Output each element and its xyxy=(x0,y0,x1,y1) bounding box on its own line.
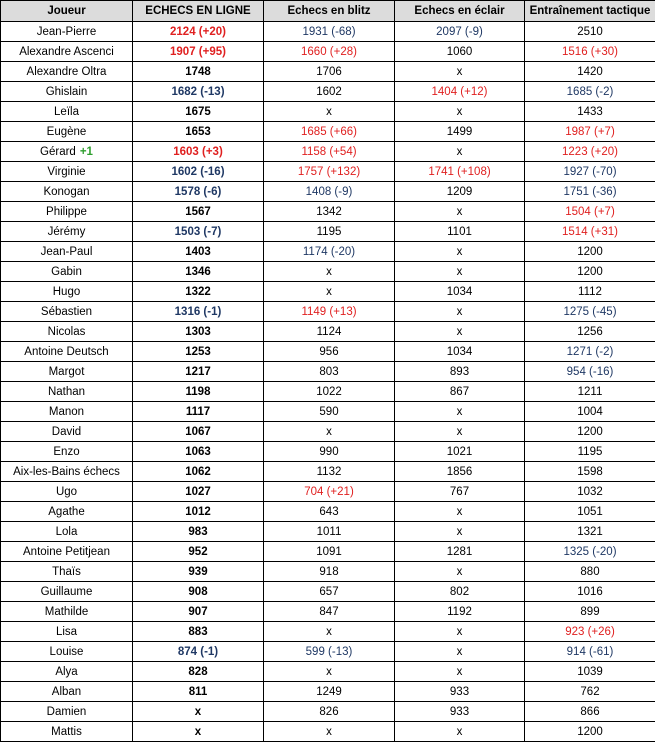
player-name-cell xyxy=(1,242,133,262)
table-body xyxy=(1,22,655,742)
bullet-rating-cell: x xyxy=(395,722,525,742)
player-name-cell xyxy=(1,42,133,62)
table-row xyxy=(1,342,655,362)
player-name-cell xyxy=(1,22,133,42)
bullet-rating-cell: 933 xyxy=(395,682,525,702)
online-rating-cell: 1067 xyxy=(133,422,264,442)
tactics-rating-cell: 1016 xyxy=(525,582,655,602)
online-rating-cell: 874 (-1) xyxy=(133,642,264,662)
blitz-rating-cell: 1249 xyxy=(264,682,395,702)
bullet-rating-cell: x xyxy=(395,62,525,82)
tactics-rating-cell: 1200 xyxy=(525,722,655,742)
blitz-rating-cell: 956 xyxy=(264,342,395,362)
blitz-rating-cell: x xyxy=(264,722,395,742)
player-name: Mattis xyxy=(51,726,82,738)
tactics-rating-cell: 1200 xyxy=(525,242,655,262)
player-name-cell xyxy=(1,562,133,582)
blitz-rating-cell: 1342 xyxy=(264,202,395,222)
player-name: Agathe xyxy=(48,506,84,518)
blitz-rating-cell: 657 xyxy=(264,582,395,602)
table-row xyxy=(1,242,655,262)
player-name-cell xyxy=(1,462,133,482)
blitz-rating-cell: 643 xyxy=(264,502,395,522)
table-row xyxy=(1,442,655,462)
player-name: Guillaume xyxy=(41,586,93,598)
blitz-rating-cell: 803 xyxy=(264,362,395,382)
table-row xyxy=(1,22,655,42)
table-row xyxy=(1,582,655,602)
player-name: Manon xyxy=(49,406,84,418)
player-name: Alya xyxy=(55,666,77,678)
online-rating-cell: 883 xyxy=(133,622,264,642)
column-header-online-chess: ECHECS EN LIGNE xyxy=(133,1,264,22)
tactics-rating-cell: 1004 xyxy=(525,402,655,422)
player-name: Eugène xyxy=(47,126,87,138)
player-name: Lola xyxy=(56,526,78,538)
bullet-rating-cell: x xyxy=(395,202,525,222)
tactics-rating-cell: 2510 xyxy=(525,22,655,42)
table-row xyxy=(1,662,655,682)
blitz-rating-cell: 704 (+21) xyxy=(264,482,395,502)
online-rating-cell: 1062 xyxy=(133,462,264,482)
table-row xyxy=(1,322,655,342)
bullet-rating-cell: x xyxy=(395,102,525,122)
online-rating-cell: 1217 xyxy=(133,362,264,382)
player-name: Philippe xyxy=(46,206,87,218)
online-rating-cell: 1198 xyxy=(133,382,264,402)
tactics-rating-cell: 866 xyxy=(525,702,655,722)
bullet-rating-cell: x xyxy=(395,262,525,282)
player-name: Lisa xyxy=(56,626,77,638)
tactics-rating-cell: 1256 xyxy=(525,322,655,342)
blitz-rating-cell: 1706 xyxy=(264,62,395,82)
bullet-rating-cell: 1060 xyxy=(395,42,525,62)
blitz-rating-cell: 1408 (-9) xyxy=(264,182,395,202)
blitz-rating-cell: x xyxy=(264,262,395,282)
blitz-rating-cell: 1149 (+13) xyxy=(264,302,395,322)
tactics-rating-cell: 1514 (+31) xyxy=(525,222,655,242)
table-row xyxy=(1,622,655,642)
table-row xyxy=(1,142,655,162)
blitz-rating-cell: x xyxy=(264,102,395,122)
player-name-cell xyxy=(1,682,133,702)
blitz-rating-cell: 1195 xyxy=(264,222,395,242)
blitz-rating-cell: 1174 (-20) xyxy=(264,242,395,262)
table-row xyxy=(1,562,655,582)
tactics-rating-cell: 1420 xyxy=(525,62,655,82)
bullet-rating-cell: x xyxy=(395,402,525,422)
player-name: Alban xyxy=(52,686,81,698)
table-row xyxy=(1,122,655,142)
blitz-rating-cell: 918 xyxy=(264,562,395,582)
bullet-rating-cell: x xyxy=(395,302,525,322)
tactics-rating-cell: 1751 (-36) xyxy=(525,182,655,202)
online-rating-cell: 939 xyxy=(133,562,264,582)
player-name-cell xyxy=(1,182,133,202)
table-row xyxy=(1,702,655,722)
online-rating-cell: 983 xyxy=(133,522,264,542)
player-name-cell xyxy=(1,262,133,282)
online-rating-cell: 952 xyxy=(133,542,264,562)
player-name-cell xyxy=(1,642,133,662)
online-rating-cell: 828 xyxy=(133,662,264,682)
bullet-rating-cell: 1034 xyxy=(395,282,525,302)
player-name-cell xyxy=(1,482,133,502)
tactics-rating-cell: 1200 xyxy=(525,262,655,282)
online-rating-cell: 1603 (+3) xyxy=(133,142,264,162)
online-rating-cell: 1748 xyxy=(133,62,264,82)
online-rating-cell: 1322 xyxy=(133,282,264,302)
blitz-rating-cell: 590 xyxy=(264,402,395,422)
tactics-rating-cell: 1685 (-2) xyxy=(525,82,655,102)
player-name: Jérémy xyxy=(48,226,86,238)
table-row xyxy=(1,202,655,222)
online-rating-cell: 908 xyxy=(133,582,264,602)
player-name-cell xyxy=(1,342,133,362)
tactics-rating-cell: 1200 xyxy=(525,422,655,442)
table-row xyxy=(1,362,655,382)
player-name: Louise xyxy=(50,646,84,658)
bullet-rating-cell: x xyxy=(395,622,525,642)
table-row xyxy=(1,462,655,482)
tactics-rating-cell: 1195 xyxy=(525,442,655,462)
player-name-cell xyxy=(1,142,133,162)
table-row xyxy=(1,382,655,402)
table-row xyxy=(1,262,655,282)
online-rating-cell: 1578 (-6) xyxy=(133,182,264,202)
bullet-rating-cell: 933 xyxy=(395,702,525,722)
online-rating-cell: 2124 (+20) xyxy=(133,22,264,42)
header-row xyxy=(1,1,655,22)
blitz-rating-cell: 1132 xyxy=(264,462,395,482)
player-name: Damien xyxy=(47,706,87,718)
bullet-rating-cell: x xyxy=(395,522,525,542)
online-rating-cell: 1653 xyxy=(133,122,264,142)
player-name: Jean-Paul xyxy=(41,246,93,258)
player-name: Antoine Deutsch xyxy=(24,346,108,358)
bullet-rating-cell: 1192 xyxy=(395,602,525,622)
player-name-cell xyxy=(1,302,133,322)
online-rating-cell: x xyxy=(133,702,264,722)
bullet-rating-cell: 2097 (-9) xyxy=(395,22,525,42)
tactics-rating-cell: 1516 (+30) xyxy=(525,42,655,62)
tactics-rating-cell: 1598 xyxy=(525,462,655,482)
table-row xyxy=(1,222,655,242)
tactics-rating-cell: 880 xyxy=(525,562,655,582)
bullet-rating-cell: x xyxy=(395,422,525,442)
player-name-cell xyxy=(1,622,133,642)
blitz-rating-cell: 1158 (+54) xyxy=(264,142,395,162)
player-name-cell xyxy=(1,322,133,342)
player-name: Gabin xyxy=(51,266,82,278)
player-name-cell xyxy=(1,702,133,722)
player-name: Alexandre Oltra xyxy=(27,66,107,78)
player-name-cell xyxy=(1,122,133,142)
online-rating-cell: 1567 xyxy=(133,202,264,222)
table-row xyxy=(1,42,655,62)
bullet-rating-cell: 1101 xyxy=(395,222,525,242)
bullet-rating-cell: 1856 xyxy=(395,462,525,482)
table-row xyxy=(1,502,655,522)
progress-badge: +1 xyxy=(80,146,93,158)
player-name: Thaïs xyxy=(52,566,81,578)
player-name: Ugo xyxy=(56,486,77,498)
tactics-rating-cell: 1223 (+20) xyxy=(525,142,655,162)
online-rating-cell: 1346 xyxy=(133,262,264,282)
player-name: Konogan xyxy=(43,186,89,198)
bullet-rating-cell: 1209 xyxy=(395,182,525,202)
table-row xyxy=(1,302,655,322)
bullet-rating-cell: x xyxy=(395,662,525,682)
player-name-cell xyxy=(1,382,133,402)
player-name-cell xyxy=(1,442,133,462)
tactics-rating-cell: 914 (-61) xyxy=(525,642,655,662)
blitz-rating-cell: 599 (-13) xyxy=(264,642,395,662)
player-name-cell xyxy=(1,362,133,382)
bullet-rating-cell: x xyxy=(395,562,525,582)
bullet-rating-cell: 767 xyxy=(395,482,525,502)
bullet-rating-cell: x xyxy=(395,642,525,662)
blitz-rating-cell: x xyxy=(264,282,395,302)
player-name-cell xyxy=(1,102,133,122)
player-name: Leïla xyxy=(54,106,79,118)
tactics-rating-cell: 1275 (-45) xyxy=(525,302,655,322)
online-rating-cell: 1403 xyxy=(133,242,264,262)
bullet-rating-cell: x xyxy=(395,502,525,522)
online-rating-cell: 1503 (-7) xyxy=(133,222,264,242)
table-row xyxy=(1,62,655,82)
column-header-tactics: Entraînement tactique xyxy=(525,1,655,22)
table-row xyxy=(1,542,655,562)
player-name: Virginie xyxy=(47,166,85,178)
online-rating-cell: 1907 (+95) xyxy=(133,42,264,62)
blitz-rating-cell: 826 xyxy=(264,702,395,722)
blitz-rating-cell: x xyxy=(264,422,395,442)
table-row xyxy=(1,402,655,422)
player-name: Antoine Petitjean xyxy=(23,546,110,558)
tactics-rating-cell: 1112 xyxy=(525,282,655,302)
blitz-rating-cell: 1757 (+132) xyxy=(264,162,395,182)
table-row xyxy=(1,282,655,302)
online-rating-cell: 1012 xyxy=(133,502,264,522)
blitz-rating-cell: 990 xyxy=(264,442,395,462)
column-header-blitz: Echecs en blitz xyxy=(264,1,395,22)
table-row xyxy=(1,482,655,502)
bullet-rating-cell: 1404 (+12) xyxy=(395,82,525,102)
tactics-rating-cell: 1211 xyxy=(525,382,655,402)
player-name-cell xyxy=(1,422,133,442)
player-name-cell xyxy=(1,62,133,82)
column-header-player: Joueur xyxy=(1,1,133,22)
table-row xyxy=(1,682,655,702)
bullet-rating-cell: 1741 (+108) xyxy=(395,162,525,182)
player-name: Aix-les-Bains échecs xyxy=(13,466,120,478)
bullet-rating-cell: x xyxy=(395,142,525,162)
player-name-cell xyxy=(1,162,133,182)
player-name: Hugo xyxy=(53,286,81,298)
bullet-rating-cell: 1499 xyxy=(395,122,525,142)
player-name-cell xyxy=(1,602,133,622)
blitz-rating-cell: 1685 (+66) xyxy=(264,122,395,142)
table-row xyxy=(1,602,655,622)
table-row xyxy=(1,642,655,662)
player-name: Jean-Pierre xyxy=(37,26,96,38)
table-row xyxy=(1,182,655,202)
tactics-rating-cell: 1032 xyxy=(525,482,655,502)
player-name-cell xyxy=(1,662,133,682)
blitz-rating-cell: x xyxy=(264,662,395,682)
player-name: Mathilde xyxy=(45,606,88,618)
tactics-rating-cell: 1927 (-70) xyxy=(525,162,655,182)
player-name-cell xyxy=(1,282,133,302)
bullet-rating-cell: 1281 xyxy=(395,542,525,562)
blitz-rating-cell: 1124 xyxy=(264,322,395,342)
table-row xyxy=(1,162,655,182)
tactics-rating-cell: 1321 xyxy=(525,522,655,542)
tactics-rating-cell: 1433 xyxy=(525,102,655,122)
blitz-rating-cell: x xyxy=(264,622,395,642)
tactics-rating-cell: 954 (-16) xyxy=(525,362,655,382)
player-name-cell xyxy=(1,222,133,242)
online-rating-cell: 1682 (-13) xyxy=(133,82,264,102)
tactics-rating-cell: 1039 xyxy=(525,662,655,682)
table-row xyxy=(1,102,655,122)
online-rating-cell: 1303 xyxy=(133,322,264,342)
player-name: Ghislain xyxy=(46,86,88,98)
bullet-rating-cell: 1034 xyxy=(395,342,525,362)
tactics-rating-cell: 923 (+26) xyxy=(525,622,655,642)
online-rating-cell: 1117 xyxy=(133,402,264,422)
player-name: Margot xyxy=(49,366,85,378)
bullet-rating-cell: x xyxy=(395,322,525,342)
player-name: Gérard xyxy=(40,146,76,158)
tactics-rating-cell: 1271 (-2) xyxy=(525,342,655,362)
tactics-rating-cell: 1325 (-20) xyxy=(525,542,655,562)
online-rating-cell: 1675 xyxy=(133,102,264,122)
player-name-cell xyxy=(1,542,133,562)
player-name-cell xyxy=(1,522,133,542)
player-name: Nathan xyxy=(48,386,85,398)
bullet-rating-cell: 867 xyxy=(395,382,525,402)
player-name-cell xyxy=(1,402,133,422)
player-name-cell xyxy=(1,202,133,222)
bullet-rating-cell: 893 xyxy=(395,362,525,382)
table-row xyxy=(1,522,655,542)
player-name: Alexandre Ascenci xyxy=(19,46,114,58)
player-name-cell xyxy=(1,722,133,742)
player-name: Sébastien xyxy=(41,306,92,318)
bullet-rating-cell: 1021 xyxy=(395,442,525,462)
online-rating-cell: 1602 (-16) xyxy=(133,162,264,182)
tactics-rating-cell: 1051 xyxy=(525,502,655,522)
tactics-rating-cell: 899 xyxy=(525,602,655,622)
online-rating-cell: 1253 xyxy=(133,342,264,362)
online-rating-cell: 907 xyxy=(133,602,264,622)
blitz-rating-cell: 1022 xyxy=(264,382,395,402)
blitz-rating-cell: 847 xyxy=(264,602,395,622)
online-rating-cell: 1063 xyxy=(133,442,264,462)
player-name-cell xyxy=(1,502,133,522)
player-name-cell xyxy=(1,82,133,102)
tactics-rating-cell: 762 xyxy=(525,682,655,702)
table-row xyxy=(1,422,655,442)
online-rating-cell: x xyxy=(133,722,264,742)
blitz-rating-cell: 1602 xyxy=(264,82,395,102)
player-name: Enzo xyxy=(53,446,79,458)
tactics-rating-cell: 1987 (+7) xyxy=(525,122,655,142)
blitz-rating-cell: 1931 (-68) xyxy=(264,22,395,42)
bullet-rating-cell: 802 xyxy=(395,582,525,602)
player-name: Nicolas xyxy=(48,326,86,338)
table-row xyxy=(1,722,655,742)
player-name: David xyxy=(52,426,81,438)
tactics-rating-cell: 1504 (+7) xyxy=(525,202,655,222)
online-rating-cell: 811 xyxy=(133,682,264,702)
bullet-rating-cell: x xyxy=(395,242,525,262)
table-row xyxy=(1,82,655,102)
online-rating-cell: 1316 (-1) xyxy=(133,302,264,322)
blitz-rating-cell: 1660 (+28) xyxy=(264,42,395,62)
blitz-rating-cell: 1091 xyxy=(264,542,395,562)
column-header-bullet: Echecs en éclair xyxy=(395,1,525,22)
player-name-cell xyxy=(1,582,133,602)
blitz-rating-cell: 1011 xyxy=(264,522,395,542)
online-rating-cell: 1027 xyxy=(133,482,264,502)
